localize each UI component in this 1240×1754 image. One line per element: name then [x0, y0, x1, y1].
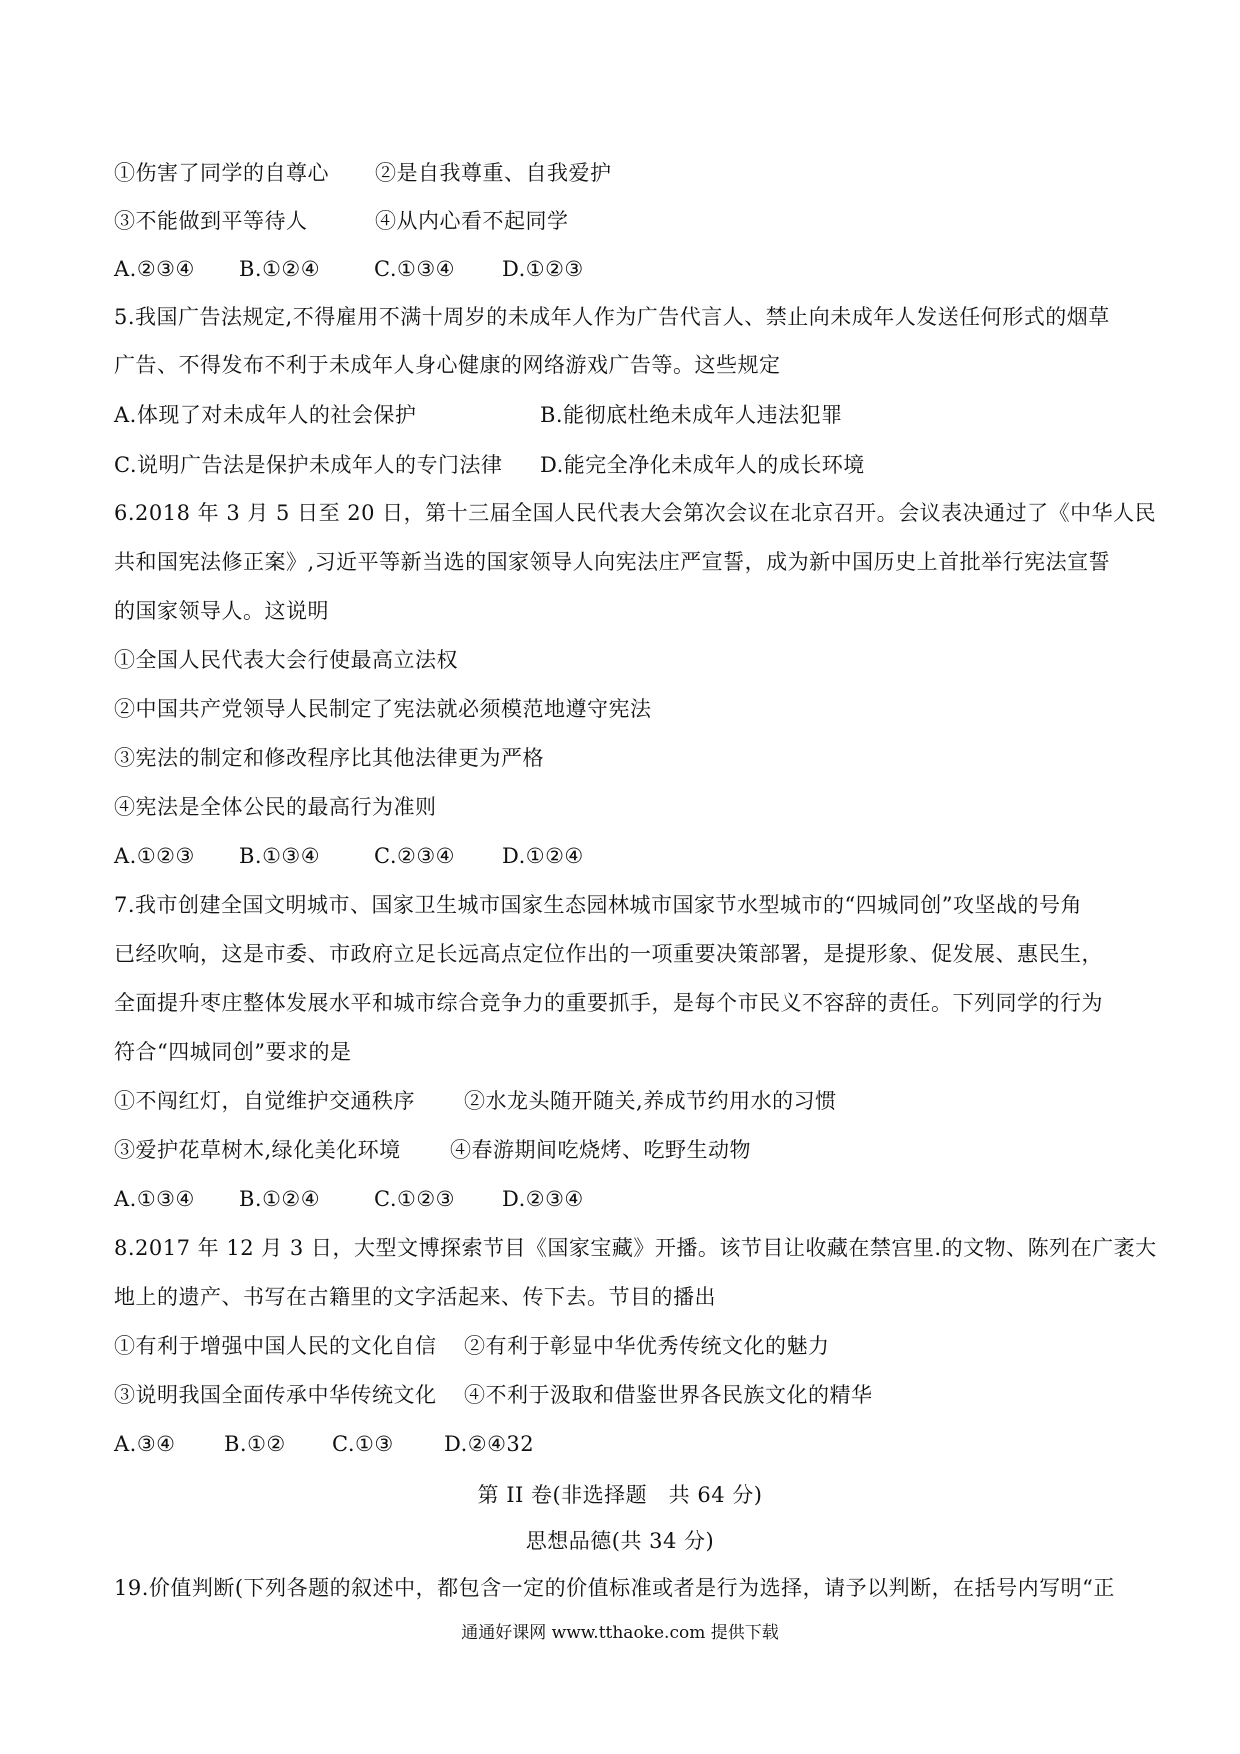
q6-item-3: ③宪法的制定和修改程序比其他法律更为严格 [114, 746, 544, 770]
section-subtitle: 思想品德(共 34 分) [525, 1529, 715, 1553]
q8-item-3: ③说明我国全面传承中华传统文化 [114, 1383, 437, 1407]
q6-item-1: ①全国人民代表大会行使最高立法权 [114, 648, 458, 672]
q5-answer-c: C.说明广告法是保护未成年人的专门法律 [114, 453, 503, 477]
q4-answer-b: B.①②④ [239, 257, 321, 281]
q8-answer-c: C.①③ [332, 1432, 394, 1456]
q6-item-4: ④宪法是全体公民的最高行为准则 [114, 795, 437, 819]
q8-answer-d: D.②④32 [444, 1432, 535, 1456]
q8-item-2: ②有利于彰显中华优秀传统文化的魅力 [464, 1334, 830, 1358]
q8-answers [114, 1429, 534, 1459]
q6-item-2: ②中国共产党领导人民制定了宪法就必须模范地遵守宪法 [114, 697, 652, 721]
q7-answer-c: C.①②③ [374, 1187, 455, 1211]
q7-stem-line-4: 符合“四城同创”要求的是 [114, 1040, 352, 1064]
q4-item-4: ④从内心看不起同学 [375, 209, 569, 233]
q5-answer-a: A.体现了对未成年人的社会保护 [114, 403, 417, 427]
q8-item-4: ④不利于汲取和借鉴世界各民族文化的精华 [464, 1383, 873, 1407]
q7-item-1: ①不闯红灯，自觉维护交通秩序 [114, 1089, 415, 1113]
q7-item-3: ③爱护花草树木,绿化美化环境 [114, 1138, 401, 1162]
section-title: 第 II 卷(非选择题 共 64 分) [477, 1483, 763, 1507]
q5-answer-b: B.能彻底杜绝未成年人违法犯罪 [540, 403, 843, 427]
q6-answers [114, 841, 584, 871]
q7-stem-line-1: 7.我市创建全国文明城市、国家卫生城市国家生态园林城市国家节水型城市的“四城同创”攻坚战的号角 [114, 893, 1083, 917]
q4-items-row1 [114, 158, 329, 188]
q6-answer-b: B.①③④ [239, 844, 321, 868]
q4-item-3: ③不能做到平等待人 [114, 209, 308, 233]
q7-answers [114, 1184, 584, 1214]
q4-item-1: ①伤害了同学的自尊心 [114, 161, 329, 185]
q6-stem-line-3: 的国家领导人。这说明 [114, 599, 329, 623]
q6-answer-c: C.②③④ [374, 844, 455, 868]
q5-stem-line-1: 5.我国广告法规定,不得雇用不满十周岁的未成年人作为广告代言人、禁止向未成年人发送任何形式的烟草 [114, 305, 1110, 329]
q6-answer-a: A.①②③ [114, 844, 195, 868]
q6-stem-line-1: 6.2018 年 3 月 5 日至 20 日，第十三届全国人民代表大会第次会议在北京召开。会议表决通过了《中华人民 [114, 501, 1157, 525]
q5-stem-line-2: 广告、不得发布不利于未成年人身心健康的网络游戏广告等。这些规定 [114, 353, 781, 377]
q19-stem: 19.价值判断(下列各题的叙述中，都包含一定的价值标准或者是行为选择，请予以判断，在括号内写明“正 [114, 1576, 1115, 1600]
q7-item-2: ②水龙头随开随关,养成节约用水的习惯 [464, 1089, 837, 1113]
q4-answer-a: A.②③④ [114, 257, 195, 281]
q8-item-1: ①有利于增强中国人民的文化自信 [114, 1334, 437, 1358]
q4-answers [114, 254, 584, 284]
q7-stem-line-3: 全面提升枣庄整体发展水平和城市综合竞争力的重要抓手，是每个市民义不容辞的责任。下列同学的行为 [114, 991, 1103, 1015]
q4-answer-d: D.①②③ [502, 257, 584, 281]
footer-download-note: 通通好课网 www.tthaoke.com 提供下载 [461, 1623, 779, 1643]
q5-answer-d: D.能完全净化未成年人的成长环境 [540, 453, 865, 477]
q7-answer-a: A.①③④ [114, 1187, 195, 1211]
q7-stem-line-2: 已经吹响，这是市委、市政府立足长远高点定位作出的一项重要决策部署，是提形象、促发展、惠民生， [114, 942, 1103, 966]
q8-answer-b: B.①② [224, 1432, 286, 1456]
q4-item-2: ②是自我尊重、自我爱护 [375, 161, 612, 185]
q7-answer-b: B.①②④ [239, 1187, 321, 1211]
q8-answer-a: A.③④ [114, 1432, 176, 1456]
q6-stem-line-2: 共和国宪法修正案》,习近平等新当选的国家领导人向宪法庄严宣誓，成为新中国历史上首批举行宪法宣誓 [114, 550, 1111, 574]
q8-stem-line-1: 8.2017 年 12 月 3 日，大型文博探索节目《国家宝藏》开播。该节目让收藏在禁宫里.的文物、陈列在广袤大 [114, 1236, 1157, 1260]
q6-answer-d: D.①②④ [502, 844, 584, 868]
q4-answer-c: C.①③④ [374, 257, 455, 281]
q7-answer-d: D.②③④ [502, 1187, 584, 1211]
q8-stem-line-2: 地上的遗产、书写在古籍里的文字活起来、传下去。节目的播出 [114, 1285, 716, 1309]
q7-item-4: ④春游期间吃烧烤、吃野生动物 [450, 1138, 751, 1162]
